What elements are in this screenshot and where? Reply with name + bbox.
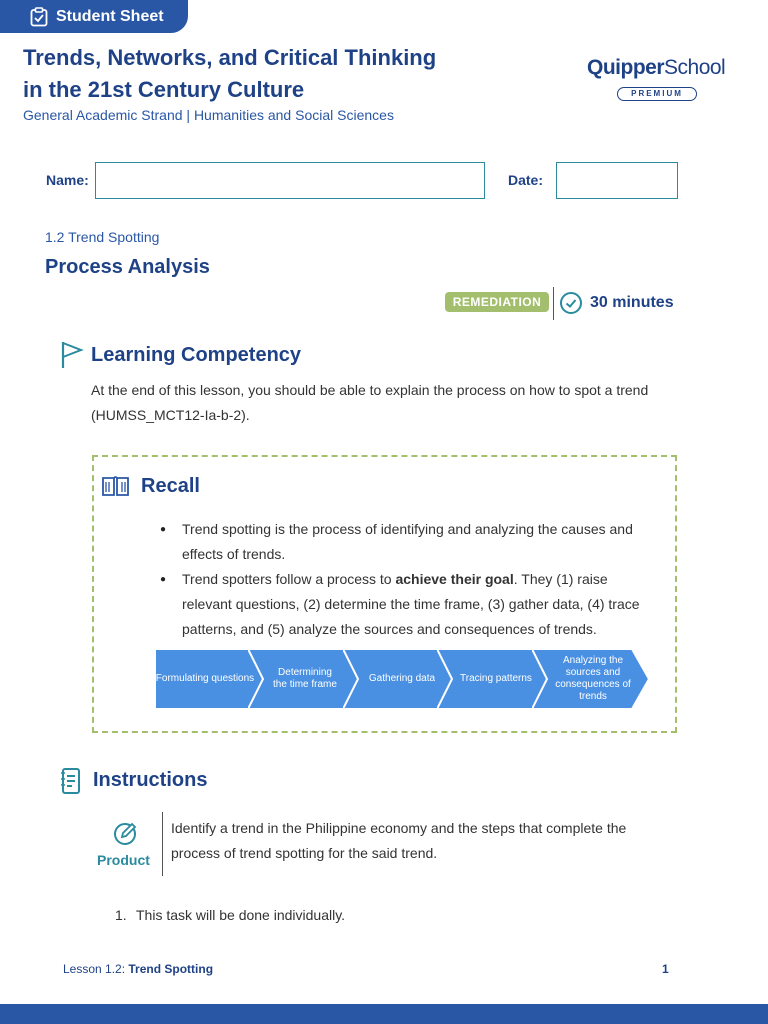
- bullet-2-post: . They (1) raise relevant questions, (2) determine the time frame, (3) gather data, (4) trace patterns, and (5) analyze the sources and consequences of trends.: [182, 571, 640, 637]
- name-field[interactable]: [95, 162, 485, 199]
- step-2: Determining the time frame: [273, 667, 337, 690]
- quipper-logo: [587, 56, 732, 104]
- footer-prefix: Lesson 1.2:: [63, 962, 129, 976]
- lesson-heading: Process Analysis: [45, 256, 210, 278]
- product-label: Product: [97, 852, 150, 868]
- recall-heading: Recall: [141, 475, 200, 497]
- logo-tier: PREMIUM: [617, 87, 697, 101]
- competency-text: At the end of this lesson, you should be able to explain the process on how to spot a trend (HUMSS_MCT12-Ia-b-2).: [91, 382, 649, 423]
- remediation-badge: REMEDIATION: [445, 292, 549, 312]
- footer-lesson-name: Trend Spotting: [128, 962, 214, 976]
- product-divider: [162, 812, 163, 876]
- clock-icon: [559, 291, 583, 315]
- logo-school: School: [664, 56, 726, 79]
- task-item-text: This task will be done individually.: [136, 907, 346, 923]
- process-steps: [155, 649, 655, 709]
- title-line-1: Trends, Networks, and Critical Thinking: [23, 45, 437, 70]
- task-item-number: 1.: [115, 907, 127, 923]
- breadcrumb: 1.2 Trend Spotting: [45, 229, 160, 245]
- date-field[interactable]: [556, 162, 678, 199]
- date-label: Date:: [508, 172, 544, 188]
- divider: [553, 287, 554, 320]
- document-list-icon: [60, 767, 82, 795]
- name-label: Name:: [46, 172, 89, 188]
- logo-main: Quipper: [587, 56, 665, 79]
- product-text: Identify a trend in the Philippine economy and the steps that complete the process of trend spotting for the said trend.: [171, 820, 627, 861]
- step-5: Analyzing the sources and consequences of trends: [555, 655, 631, 702]
- page-number: 1: [662, 962, 669, 976]
- bullet-2-pre: Trend spotters follow a process to: [182, 571, 396, 587]
- recall-bullet-2: [160, 567, 660, 642]
- page-title: [23, 42, 463, 106]
- product-block: [94, 812, 164, 876]
- strand-subtitle: General Academic Strand | Humanities and Social Sciences: [23, 107, 394, 123]
- footer-lesson: [63, 962, 213, 976]
- competency-heading: Learning Competency: [91, 344, 302, 366]
- pencil-circle-icon: [113, 820, 139, 846]
- duration: 30 minutes: [590, 294, 674, 311]
- flag-icon: [60, 340, 84, 370]
- student-sheet-tab: [0, 0, 188, 33]
- title-line-2: in the 21st Century Culture: [23, 77, 305, 102]
- recall-bullet-1: ● Trend spotting is the process of identifying and analyzing the causes and effects of trends.: [160, 517, 660, 567]
- book-icon: [101, 474, 130, 498]
- step-3: Gathering data: [368, 673, 436, 684]
- tab-label: Student Sheet: [56, 7, 164, 25]
- clipboard-check-icon: [30, 7, 48, 27]
- step-1: Formulating questions: [155, 673, 255, 684]
- footer-bar: [0, 1004, 768, 1024]
- step-4: Tracing patterns: [460, 673, 532, 684]
- instructions-heading: Instructions: [93, 769, 208, 791]
- bullet-2-bold: achieve their goal: [395, 571, 514, 587]
- recall-list: [160, 517, 660, 642]
